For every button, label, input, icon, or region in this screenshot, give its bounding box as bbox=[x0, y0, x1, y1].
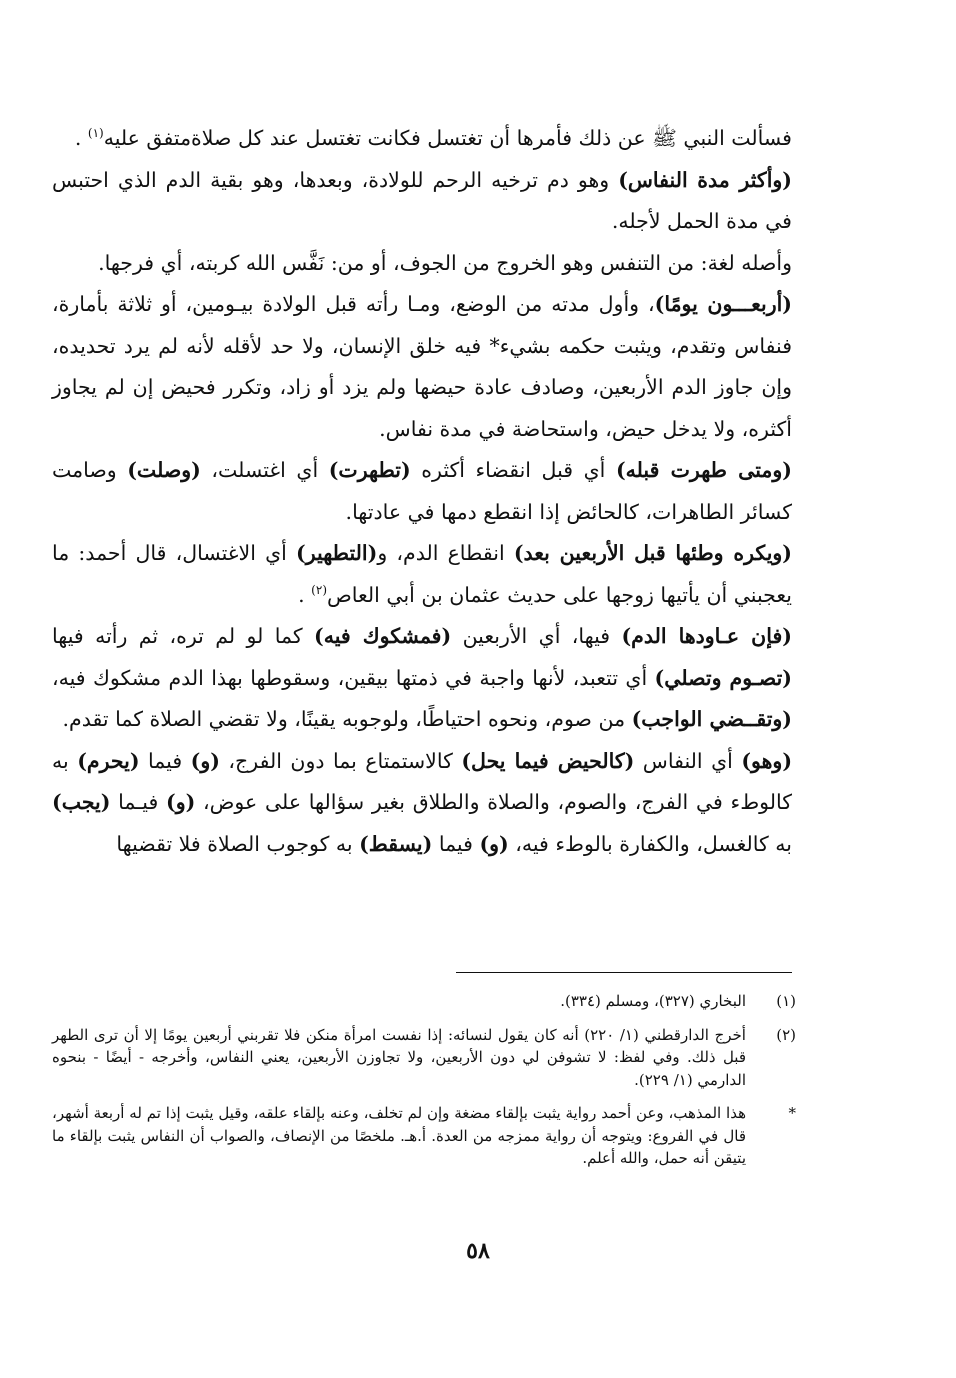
footnote-marker: * bbox=[788, 1104, 796, 1122]
matn-phrase: (وأكثر مدة النفاس) bbox=[618, 167, 792, 192]
matn-phrase: (وهو) bbox=[741, 748, 793, 773]
paragraph-text: أي الاغتسال، قال أحمد: ما يعجبني أن يأتيها زوجها على حديث عثمان بن أبي العاص bbox=[52, 541, 792, 607]
paragraph-text: فيـما bbox=[110, 790, 166, 814]
paragraph-text: فيما bbox=[432, 831, 480, 856]
paragraph-text: به كالغسل، والكفارة بالوطء فيه، bbox=[508, 831, 792, 856]
paragraph-text: ، وأول مدته من الوضع، ومـا رأته قبل الولادة بيـومين، أو ثلاثة بأمارة، فنفاس وتقدم، ويثبت حكمه بشيء* فيه خلق الإنسان، ولا حد لأقله لأنه لم يرد تحديده، وإن جاوز الدم الأربعين، وصادف عادة حيضها ولم يزد أو زاد، وتكرر فحيض إن لم يجاوز أكثره، ولا يدخل حيض، واستحاضة في مدة نفاس. bbox=[52, 292, 792, 441]
paragraph-text: أي تتعبد، لأنها واجبة في ذمتها بيقين، وسقوطها بهذا الدم مشكوك فيه، bbox=[52, 665, 655, 690]
footnote-text: البخاري (٣٢٧)، ومسلم (٣٣٤). bbox=[560, 992, 746, 1010]
paragraph-text: فيها، أي الأربعين bbox=[451, 624, 622, 648]
footnote-marker: (١) bbox=[776, 992, 796, 1010]
paragraph-7 bbox=[52, 616, 792, 741]
footnote-text: هذا المذهب، وعن أحمد رواية يثبت بإلقاء مضغة وإن لم تخلف، وعنه بإلقاء علقه، وقيل يثبت إذا تم له أربعة أشهر، قال في الفروع: ويتوجه أن رواية ممزجه من العدة. أ.هـ. ملخصًا من الإنصاف، والصواب أن النفاس يثبت بإلقاء ما يتيقن أنه حمل، والله أعلم. bbox=[52, 1104, 746, 1167]
matn-phrase: (وصلت) bbox=[127, 458, 201, 482]
matn-phrase: (أربعـــون يومًا) bbox=[654, 292, 792, 316]
main-text bbox=[52, 118, 792, 865]
matn-phrase: (و) bbox=[190, 748, 220, 773]
paragraph-text: فيما bbox=[139, 748, 191, 773]
matn-phrase: (فإن عـاودها الدم) bbox=[621, 624, 792, 648]
matn-phrase: (ويكره وطئها قبل الأربعين بعد) bbox=[513, 541, 793, 565]
paragraph-3 bbox=[52, 243, 792, 285]
matn-phrase: (و) bbox=[479, 831, 509, 856]
matn-phrase: (وتقــضي الواجب) bbox=[631, 707, 792, 731]
footnote-2 bbox=[52, 1024, 798, 1092]
matn-phrase: (التطهير) bbox=[296, 541, 378, 565]
paragraph-text: أي النفاس bbox=[634, 748, 742, 773]
paragraph-text: به كوجوب الصلاة فلا تقضيها bbox=[116, 831, 360, 856]
matn-phrase: (يسقط) bbox=[359, 831, 433, 856]
matn-phrase: (يجب) bbox=[52, 790, 111, 814]
matn-phrase: (كالحيض فيما يحل) bbox=[461, 748, 635, 773]
matn-phrase: (تصـوم وتصلي) bbox=[654, 665, 792, 690]
paragraph-4 bbox=[52, 284, 792, 450]
page-number: ٥٨ bbox=[466, 1238, 490, 1264]
paragraph-text: أي اغتسلت، bbox=[200, 458, 329, 482]
paragraph-text: فسألت النبي ﷺ عن ذلك فأمرها أن تغتسل فكانت تغتسل عند كل صلاةمتفق عليه bbox=[103, 126, 792, 150]
footnote-marker: (٢) bbox=[776, 1025, 796, 1044]
matn-phrase: (يحرم) bbox=[77, 748, 140, 773]
paragraph-text: كالاستمتاع بما دون الفرج، bbox=[219, 748, 462, 773]
paragraph-1 bbox=[52, 118, 792, 160]
footnote-ref-2[interactable]: (٢) bbox=[311, 582, 327, 597]
paragraph-8 bbox=[52, 741, 792, 866]
footnote-text: أخرج الدارقطني (١/ ٢٢٠) أنه كان يقول لنسائه: إذا نفست امرأة منكن فلا تقربني أربعين يومًا إلا أن ترى الطهر قبل ذلك. وفي لفظ: لا تشوفن لي دون الأربعين، ولا تجاوزن الأربعين، يعني النفاس، وأخرجه - أيضًا - بنحوه الدارمي (١/ ٢٢٩). bbox=[52, 1025, 746, 1089]
paragraph-text: وهو دم ترخيه الرحم للولادة، وبعدها، وهو بقية الدم الذي احتبس في مدة الحمل لأجله. bbox=[52, 167, 792, 233]
paragraph-text: وصامت كسائر الطاهرات، كالحائض إذا انقطع دمها في عادتها. bbox=[52, 458, 792, 524]
matn-phrase: (تطهرت) bbox=[328, 458, 411, 482]
footnote-1 bbox=[52, 990, 798, 1013]
footnotes bbox=[52, 990, 798, 1181]
paragraph-text: انقطاع الدم، و bbox=[377, 541, 514, 565]
paragraph-text: من صوم، ونحوه احتياطًا، ولوجوبه يقينًا، ولا تقضي الصلاة كما تقدم. bbox=[62, 707, 632, 731]
footnote-ref-1[interactable]: (١) bbox=[87, 126, 104, 141]
paragraph-text: كما لو لم تره، ثم رأته فيها bbox=[52, 624, 315, 648]
footnote-separator bbox=[456, 972, 792, 973]
matn-phrase: (و) bbox=[166, 790, 196, 814]
paragraph-text: . bbox=[74, 126, 88, 150]
paragraph-6 bbox=[52, 533, 792, 616]
paragraph-2 bbox=[52, 160, 792, 243]
paragraph-text: وأصله لغة: من التنفس وهو الخروج من الجوف، أو من: نَفَّس الله كربته، أي فرجها. bbox=[98, 250, 792, 275]
matn-phrase: (فمشكوك فيه) bbox=[314, 624, 452, 648]
paragraph-text: أي قبل انقضاء أكثره bbox=[410, 458, 616, 482]
paragraph-5 bbox=[52, 450, 792, 533]
matn-phrase: (ومتى طهرت قبله) bbox=[615, 458, 793, 482]
paragraph-text: به كالوطء في الفرج، والصوم، والصلاة والطلاق بغير سؤالها على عوض، bbox=[52, 748, 792, 814]
paragraph-text: . bbox=[298, 582, 312, 607]
footnote-asterisk bbox=[52, 1102, 798, 1170]
